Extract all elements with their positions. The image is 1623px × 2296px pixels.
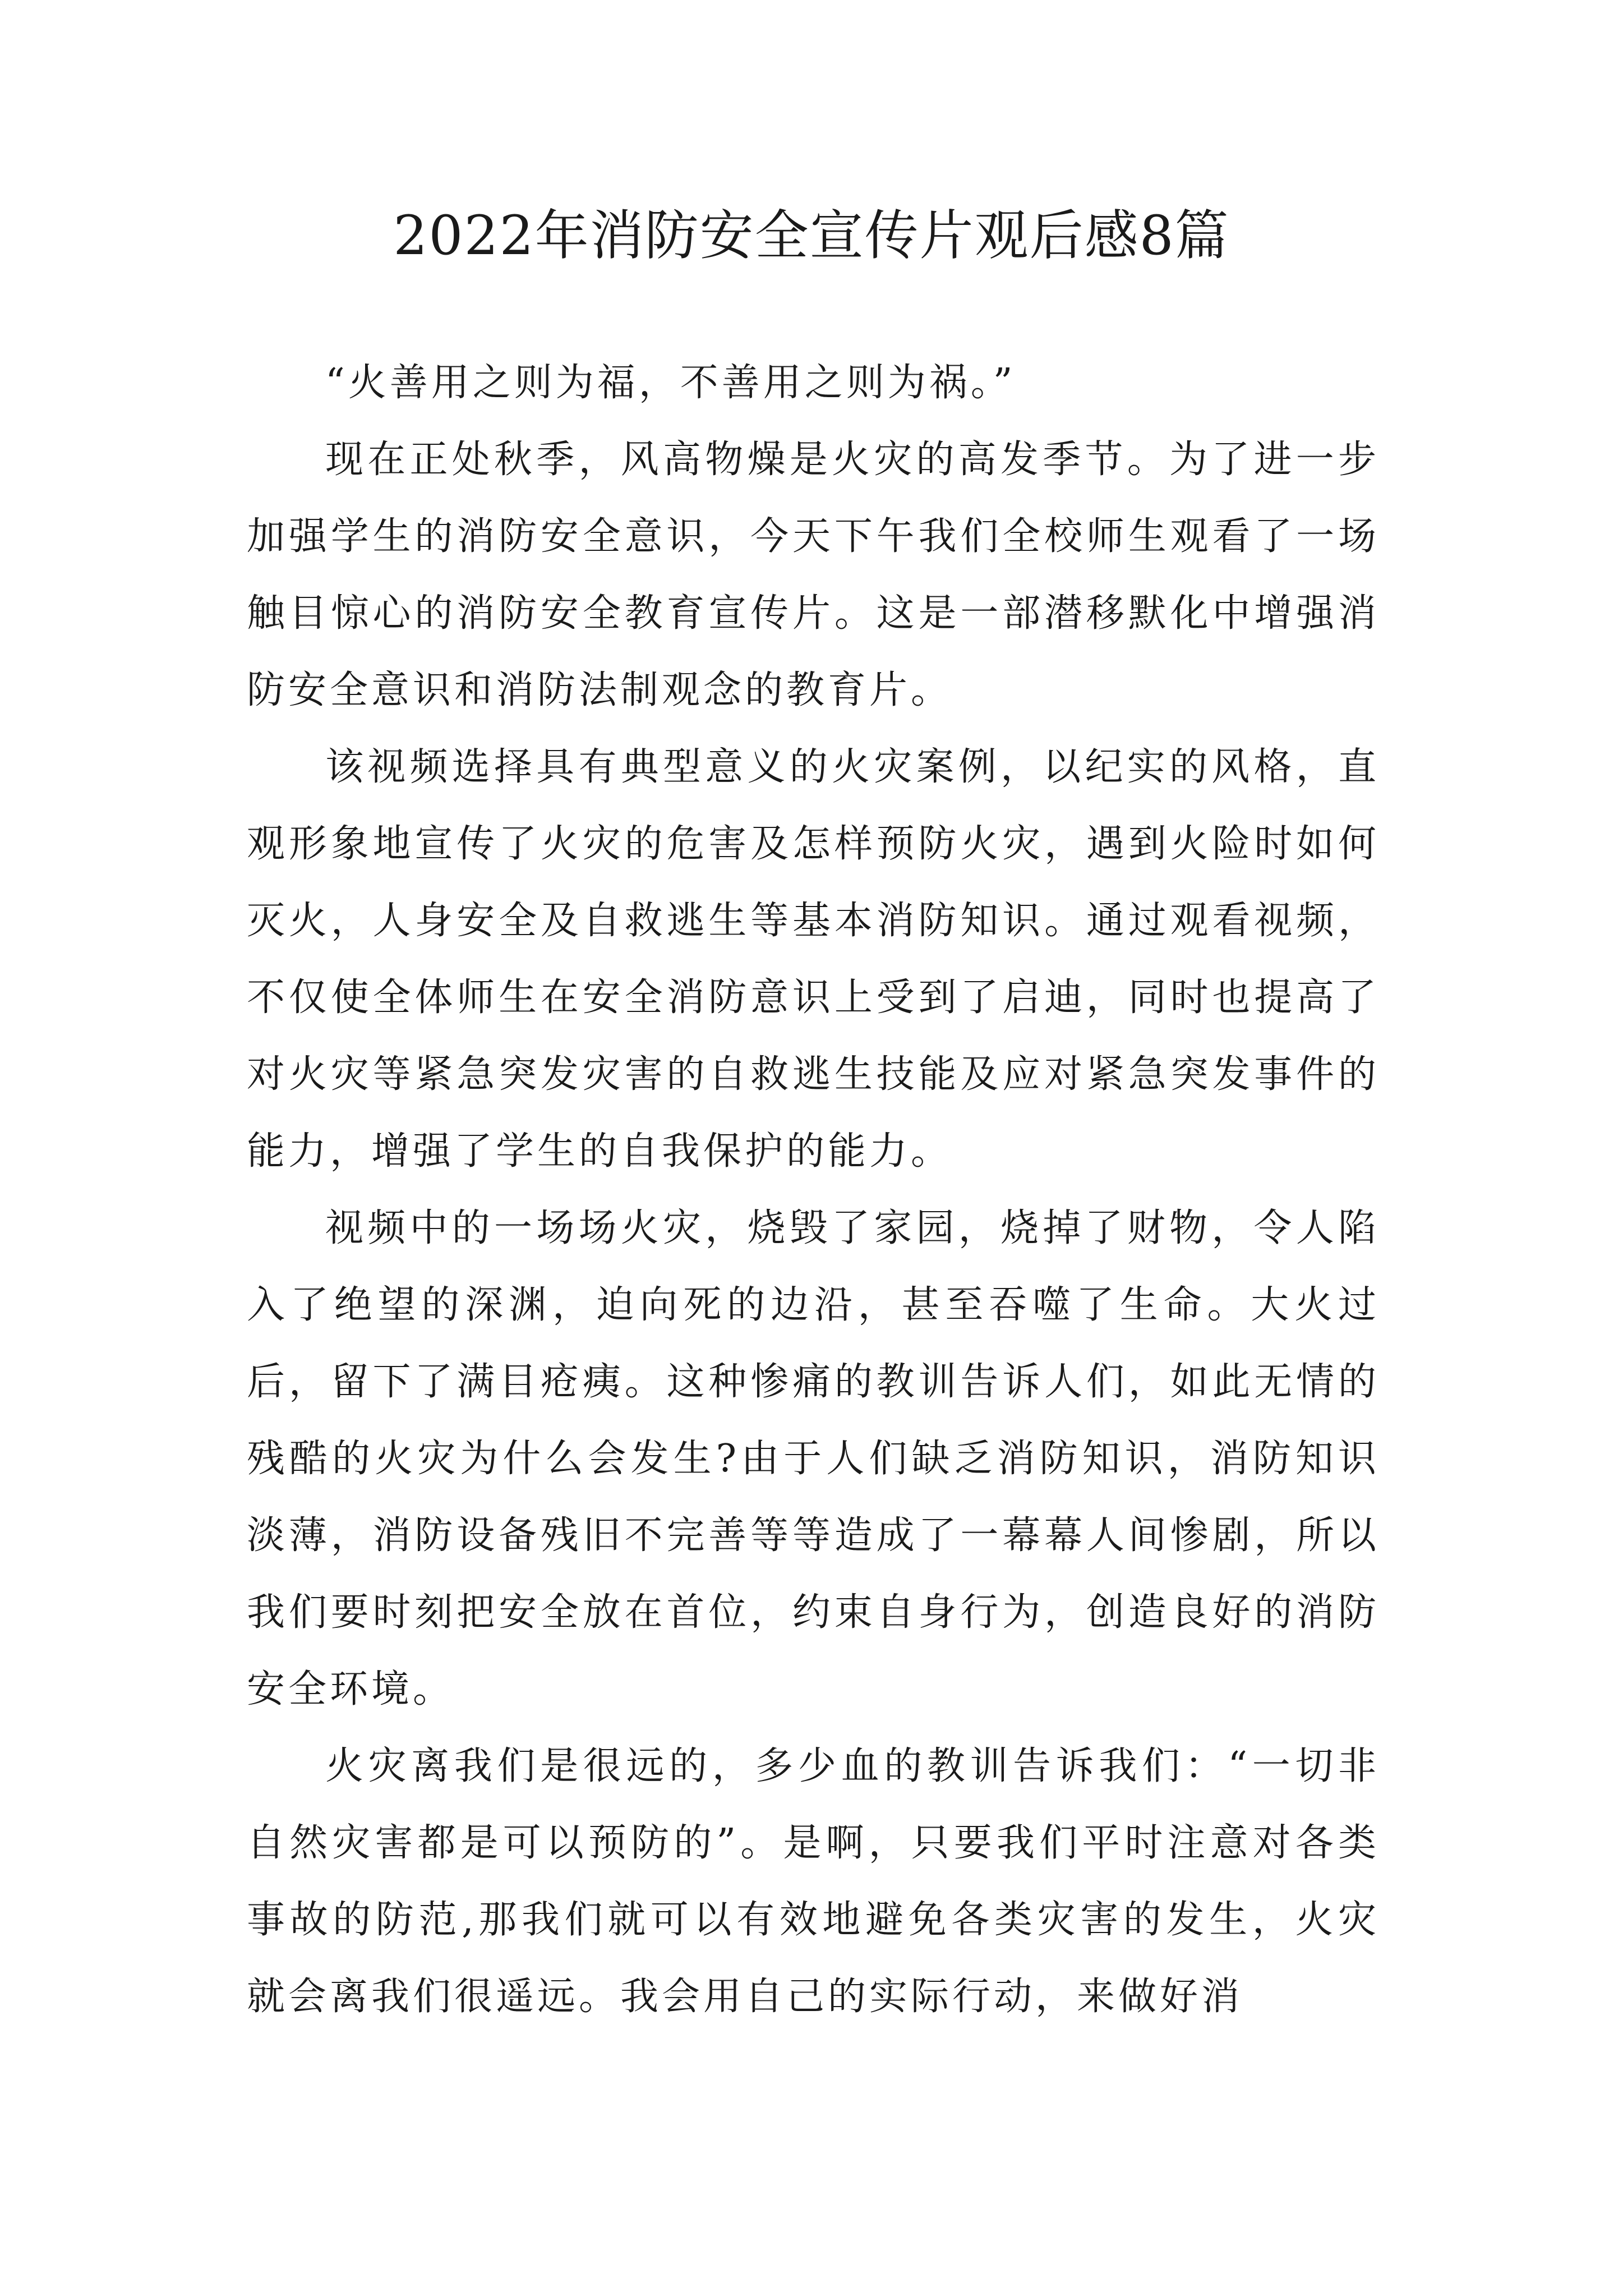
- paragraph-video-content: 该视频选择具有典型意义的火灾案例，以纪实的风格，直观形象地宣传了火灾的危害及怎样预防火灾，遇到火险时如何灭火，人身安全及自救逃生等基本消防知识。通过观看视频，不仅使全体师生在安全消防意识上受到了启迪，同时也提高了对火灾等紧急突发灾害的自救逃生技能及应对紧急突发事件的能力，增强了学生的自我保护的能力。: [247, 745, 1380, 1174]
- document-title: 2022年消防安全宣传片观后感8篇: [393, 204, 1230, 267]
- paragraph-prevention: 火灾离我们是很远的，多少血的教训告诉我们：“一切非自然灾害都是可以预防的”。是啊，只要我们平时注意对各类事故的防范,那我们就可以有效地避免各类灾害的发生，火灾就会离我们很遥远。我会用自己的实际行动，来做好消: [247, 1744, 1380, 2019]
- paragraph-intro: 现在正处秋季，风高物燥是火灾的高发季节。为了进一步加强学生的消防安全意识，今天下午我们全校师生观看了一场触目惊心的消防安全教育宣传片。这是一部潜移默化中增强消防安全意识和消防法制观念的教育片。: [247, 438, 1380, 712]
- paragraph-fire-scenes: 视频中的一场场火灾，烧毁了家园，烧掉了财物，令人陷入了绝望的深渊，迫向死的边沿，甚至吞噬了生命。大火过后，留下了满目疮痍。这种惨痛的教训告诉人们，如此无情的残酷的火灾为什么会发生?由于人们缺乏消防知识，消防知识淡薄，消防设备残旧不完善等等造成了一幕幕人间惨剧，所以我们要时刻把安全放在首位，约束自身行为，创造良好的消防安全环境。: [247, 1206, 1380, 1711]
- paragraph-quote: “火善用之则为福，不善用之则为祸。”: [325, 361, 1016, 405]
- document-body: [247, 344, 1380, 2035]
